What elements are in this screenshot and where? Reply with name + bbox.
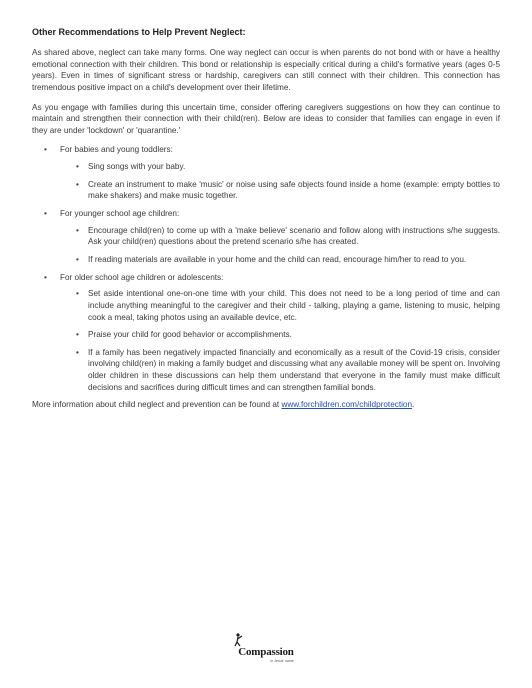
child-figure-icon bbox=[234, 633, 244, 647]
bullet: • bbox=[76, 225, 79, 235]
intro-paragraph: As shared above, neglect can take many forms. One way neglect can occur is when parents do not bond with or have a healthy emotional connection with their children. This bond or relationship is especially critical during a child's formative years (ages 0-5 years). Even in times of significant stress or hardship, caregivers can still connect with their children. This connection has tremendous positive impact on a child's development over their lifetime. bbox=[32, 48, 500, 92]
bullet: • bbox=[76, 289, 79, 299]
list-item: • Praise your child for good behavior or accomplishments. bbox=[76, 330, 292, 340]
bullet: • bbox=[76, 330, 79, 340]
list-item: • Encourage child(ren) to come up with a 'make believe' scenario and follow along with instructions s/he suggests. Ask your child(ren) questions about the pretend scenario s/he has created. bbox=[76, 225, 500, 247]
engage-paragraph: As you engage with families during this uncertain time, consider offering caregivers suggestions on how they can continue to maintain and strengthen their connection with their child(ren). Below are ideas to consider that families can engage in even if they are under 'lockdown' or 'quarantine.' bbox=[32, 102, 500, 135]
bullet: • bbox=[76, 254, 79, 264]
list-item: • Set aside intentional one-on-one time with your child. This does not need to be a long period of time and can include anything meaningful to the caregiver and their child - talking, playing a game, listening to music, helping cook a meal, taking photos using an available device, etc. bbox=[76, 289, 500, 322]
group-babies bbox=[32, 144, 500, 202]
group-label: For babies and young toddlers: bbox=[60, 145, 173, 155]
bullet: • bbox=[44, 209, 47, 219]
logo-tagline: in Jesus' name bbox=[270, 659, 294, 663]
list-item: • If a family has been negatively impacted financially and economically as a result of the Covid-19 crisis, consider involving child(ren) in making a family budget and discussing what any available money will be spent on. Involving older children in these discussions can help them understand that everyone in the family must make difficult decisions and sacrifices during difficult times and can strengthen familial bonds. bbox=[76, 347, 500, 392]
list-item: • If reading materials are available in your home and the child can read, encourage him/her to read to you. bbox=[76, 254, 467, 264]
bullet: • bbox=[44, 272, 47, 282]
recommendation-list bbox=[32, 144, 500, 393]
group-older bbox=[32, 272, 500, 394]
group-label: For older school age children or adolescents: bbox=[60, 272, 224, 282]
group-younger bbox=[32, 208, 500, 266]
bullet: • bbox=[76, 162, 79, 172]
group-label: For younger school age children: bbox=[60, 209, 180, 219]
more-info-line: More information about child neglect and prevention can be found at www.forchildren.com/childprotection. bbox=[32, 400, 415, 410]
logo-wordmark: Compassion bbox=[238, 646, 294, 658]
childprotection-link[interactable]: www.forchildren.com/childprotection bbox=[281, 400, 413, 410]
list-item: • Create an instrument to make 'music' or noise using safe objects found inside a home (example: empty bottles to make shakers) and make music together. bbox=[76, 179, 500, 201]
list-item: • Sing songs with your baby. bbox=[76, 162, 186, 172]
bullet: • bbox=[76, 179, 79, 189]
bullet: • bbox=[76, 347, 79, 357]
compassion-logo bbox=[0, 642, 532, 667]
section-heading: Other Recommendations to Help Prevent Neglect: bbox=[32, 27, 246, 37]
bullet: • bbox=[44, 145, 47, 155]
